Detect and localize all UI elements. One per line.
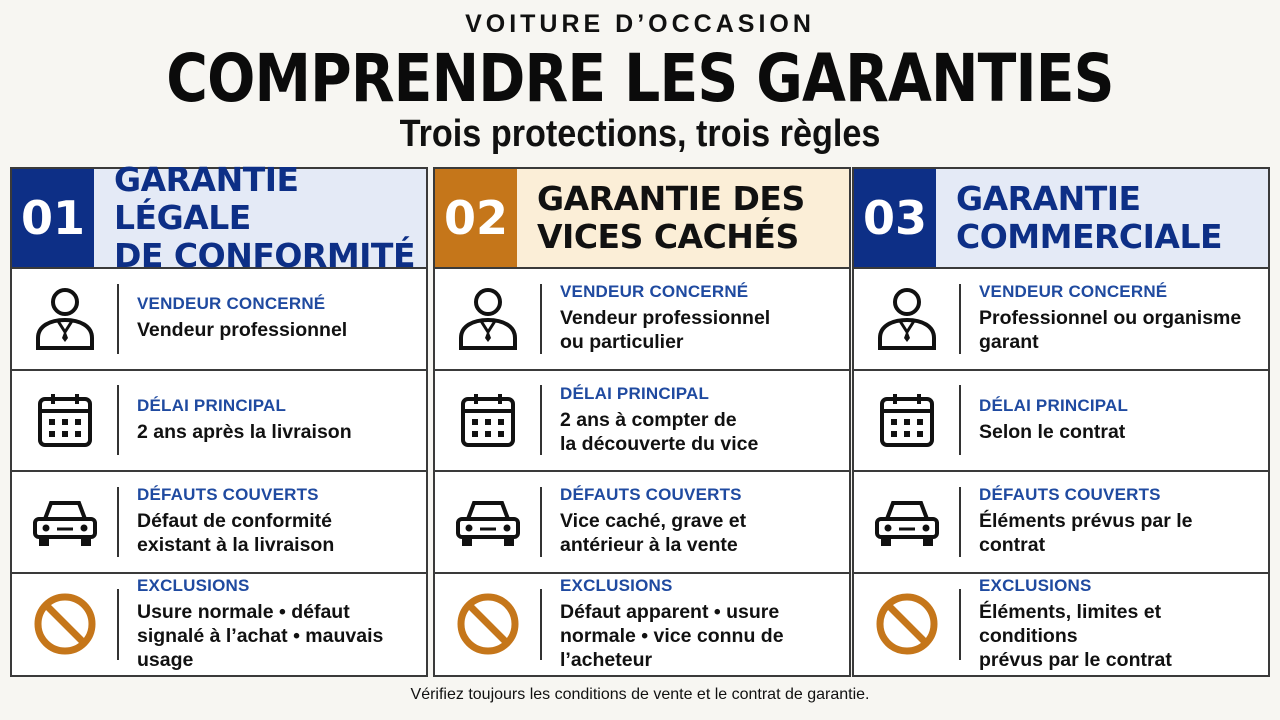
row-defects: [435, 472, 849, 574]
column-header: [854, 169, 1268, 269]
column-number: 01: [12, 169, 94, 267]
row-seller: [854, 269, 1268, 371]
page-title: COMPRENDRE LES GARANTIES: [166, 40, 1114, 117]
person-icon: [854, 269, 959, 369]
row-value: Vice caché, grave et antérieur à la vente: [560, 510, 747, 557]
car-icon: [435, 472, 540, 572]
column-legal-conformity: [10, 160, 428, 677]
calendar-icon: [435, 371, 540, 471]
calendar-icon: [12, 371, 117, 471]
row-value: Selon le contrat: [979, 420, 1126, 443]
row-value: Éléments prévus par le contrat: [979, 510, 1193, 557]
row-label: VENDEUR CONCERNÉ: [137, 294, 326, 314]
column-title: GARANTIE COMMERCIALE: [936, 169, 1268, 267]
column-hidden-defects: [433, 167, 851, 677]
column-header: [12, 160, 426, 275]
row-value: Vendeur professionnel ou particulier: [560, 307, 771, 354]
row-label: DÉLAI PRINCIPAL: [979, 395, 1129, 415]
car-icon: [12, 472, 117, 572]
row-defects: [854, 472, 1268, 574]
row-exclusions: [12, 574, 426, 676]
row-value: Éléments, limites et conditions prévus par le contrat: [979, 601, 1172, 671]
row-label: EXCLUSIONS: [979, 576, 1092, 596]
column-commercial: [852, 167, 1270, 677]
row-exclusions: [435, 574, 849, 676]
prohibited-icon: [435, 574, 540, 676]
row-value: Vendeur professionnel: [137, 319, 348, 342]
row-value: Défaut apparent • usure normale • vice connu de l’acheteur: [560, 601, 784, 671]
column-number: 02: [435, 169, 517, 267]
column-rows: [435, 269, 849, 675]
row-defects: [12, 472, 426, 574]
row-label: EXCLUSIONS: [560, 576, 673, 596]
page-subtitle: Trois protections, trois règles: [399, 113, 881, 155]
column-rows: [854, 269, 1268, 675]
prohibited-icon: [12, 574, 117, 676]
row-value: Usure normale • défaut signalé à l’achat • mauvais usage: [137, 601, 384, 671]
kicker: VOITURE D’OCCASION: [465, 10, 815, 38]
person-icon: [435, 269, 540, 369]
row-label: DÉLAI PRINCIPAL: [137, 395, 287, 415]
row-value: 2 ans après la livraison: [137, 420, 352, 443]
row-value: Professionnel ou organisme garant: [979, 307, 1242, 354]
row-delay: [854, 371, 1268, 473]
person-icon: [12, 269, 117, 369]
row-seller: [435, 269, 849, 371]
row-label: DÉLAI PRINCIPAL: [560, 383, 710, 403]
car-icon: [854, 472, 959, 572]
column-title: GARANTIE LÉGALE DE CONFORMITÉ: [94, 169, 426, 267]
footer-note: Vérifiez toujours les conditions de vente et le contrat de garantie.: [410, 686, 870, 703]
row-seller: [12, 269, 426, 371]
row-label: DÉFAUTS COUVERTS: [560, 485, 742, 505]
row-label: DÉFAUTS COUVERTS: [137, 485, 319, 505]
prohibited-icon: [854, 574, 959, 676]
row-delay: [12, 371, 426, 473]
row-value: Défaut de conformité existant à la livraison: [137, 510, 335, 557]
column-rows: [12, 269, 426, 675]
row-label: VENDEUR CONCERNÉ: [560, 282, 749, 302]
column-number: 03: [854, 169, 936, 267]
column-title: GARANTIE DES VICES CACHÉS: [517, 169, 849, 267]
column-header: [435, 169, 849, 269]
row-value: 2 ans à compter de la découverte du vice: [560, 408, 759, 455]
row-label: EXCLUSIONS: [137, 576, 250, 596]
row-label: DÉFAUTS COUVERTS: [979, 485, 1161, 505]
row-delay: [435, 371, 849, 473]
row-label: VENDEUR CONCERNÉ: [979, 282, 1168, 302]
calendar-icon: [854, 371, 959, 471]
row-exclusions: [854, 574, 1268, 676]
